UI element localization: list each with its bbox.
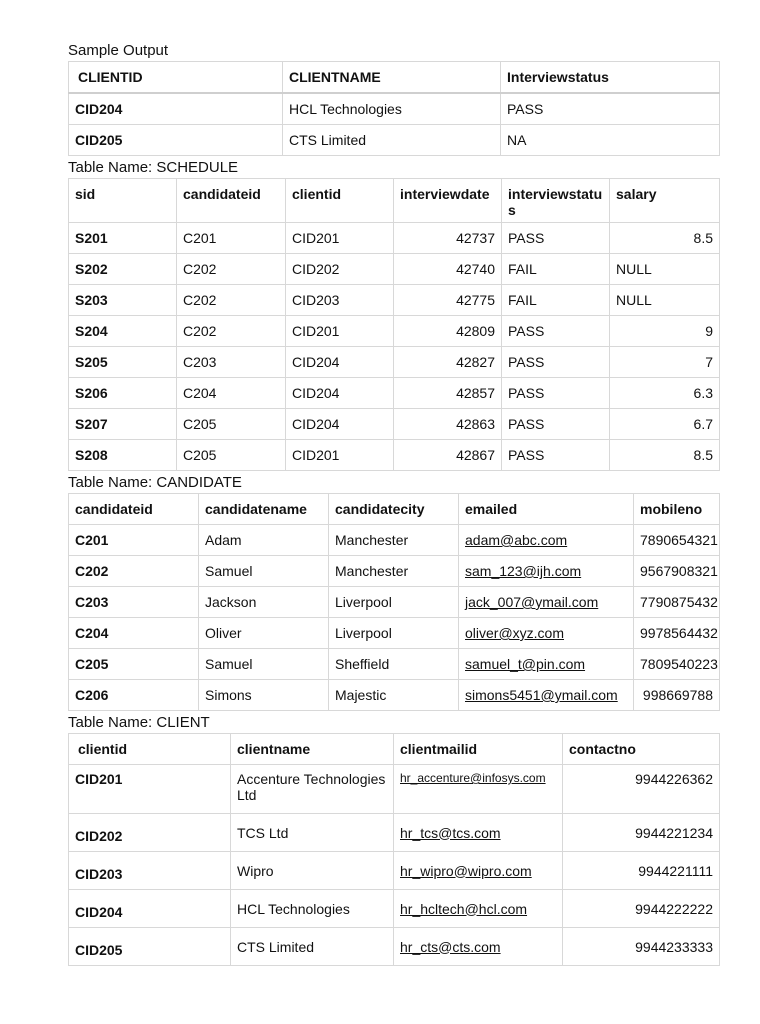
table-cell: PASS bbox=[502, 378, 610, 409]
table-cell: Majestic bbox=[329, 680, 459, 711]
table-cell bbox=[459, 649, 634, 680]
table-cell: FAIL bbox=[502, 254, 610, 285]
table-cell: C202 bbox=[177, 254, 286, 285]
table-cell: C205 bbox=[69, 649, 199, 680]
table-row bbox=[69, 93, 720, 125]
email-link[interactable]: hr_accenture@infosys.com bbox=[400, 771, 546, 785]
table-cell: S208 bbox=[69, 440, 177, 471]
table-cell: Samuel bbox=[199, 649, 329, 680]
table-cell: CID201 bbox=[286, 440, 394, 471]
table-cell: 7890654321 bbox=[634, 525, 720, 556]
table-cell: C203 bbox=[177, 347, 286, 378]
client-table bbox=[68, 733, 720, 966]
client-rows bbox=[69, 765, 720, 966]
table-cell: S202 bbox=[69, 254, 177, 285]
table-row bbox=[69, 223, 720, 254]
table-cell: C205 bbox=[177, 409, 286, 440]
table-cell: 9944233333 bbox=[563, 928, 720, 966]
email-link[interactable]: hr_tcs@tcs.com bbox=[400, 824, 501, 841]
table-cell: 9944226362 bbox=[563, 765, 720, 814]
table-cell: PASS bbox=[502, 440, 610, 471]
table-cell: S203 bbox=[69, 285, 177, 316]
table-cell: 42809 bbox=[394, 316, 502, 347]
column-header: candidatecity bbox=[329, 494, 459, 525]
email-link[interactable]: sam_123@ijh.com bbox=[465, 563, 582, 579]
table-cell: 8.5 bbox=[610, 440, 720, 471]
table-cell: CID204 bbox=[69, 890, 231, 928]
table-cell: C204 bbox=[69, 618, 199, 649]
table-cell: 998669788 bbox=[634, 680, 720, 711]
table-cell: 9978564432 bbox=[634, 618, 720, 649]
table-cell bbox=[394, 852, 563, 890]
table-cell: C203 bbox=[69, 587, 199, 618]
table-cell: 42775 bbox=[394, 285, 502, 316]
table-cell: C201 bbox=[177, 223, 286, 254]
table-row bbox=[69, 890, 720, 928]
table-cell: TCS Ltd bbox=[231, 814, 394, 852]
table-cell: PASS bbox=[502, 347, 610, 378]
table-cell: Samuel bbox=[199, 556, 329, 587]
schedule-table bbox=[68, 178, 720, 471]
table-cell bbox=[459, 618, 634, 649]
table-cell bbox=[394, 928, 563, 966]
table-cell: CID205 bbox=[69, 928, 231, 966]
email-link[interactable]: samuel_t@pin.com bbox=[465, 656, 586, 672]
table-cell: Oliver bbox=[199, 618, 329, 649]
table-cell: C202 bbox=[69, 556, 199, 587]
table-cell bbox=[394, 765, 563, 814]
table-cell: Liverpool bbox=[329, 587, 459, 618]
table-cell: C205 bbox=[177, 440, 286, 471]
table-cell bbox=[394, 814, 563, 852]
column-header: interviewstatus bbox=[502, 179, 610, 223]
table-row bbox=[69, 814, 720, 852]
table-row bbox=[69, 254, 720, 285]
table-cell: S201 bbox=[69, 223, 177, 254]
column-header: candidatename bbox=[199, 494, 329, 525]
table-cell: CID204 bbox=[69, 93, 283, 125]
table-cell: Wipro bbox=[231, 852, 394, 890]
table-row bbox=[69, 378, 720, 409]
column-header: clientname bbox=[231, 734, 394, 765]
table-cell: Sheffield bbox=[329, 649, 459, 680]
table-cell: S205 bbox=[69, 347, 177, 378]
table-row bbox=[69, 409, 720, 440]
table-cell: CID203 bbox=[69, 852, 231, 890]
column-header: clientid bbox=[286, 179, 394, 223]
sample-output-table bbox=[68, 61, 720, 156]
table-row bbox=[69, 556, 720, 587]
email-link[interactable]: hr_cts@cts.com bbox=[400, 938, 501, 955]
table-cell: CID204 bbox=[286, 409, 394, 440]
table-cell bbox=[459, 587, 634, 618]
table-cell: 8.5 bbox=[610, 223, 720, 254]
table-row bbox=[69, 852, 720, 890]
table-cell: NA bbox=[501, 125, 720, 156]
table-cell: 42737 bbox=[394, 223, 502, 254]
table-cell: CID201 bbox=[286, 316, 394, 347]
email-link[interactable]: simons5451@ymail.com bbox=[465, 687, 618, 703]
table-cell: Jackson bbox=[199, 587, 329, 618]
table-row bbox=[69, 618, 720, 649]
table-cell: Simons bbox=[199, 680, 329, 711]
client-caption: Table Name: CLIENT bbox=[68, 714, 210, 731]
column-header: Interviewstatus bbox=[501, 62, 720, 94]
email-link[interactable]: adam@abc.com bbox=[465, 532, 568, 548]
email-link[interactable]: hr_hcltech@hcl.com bbox=[400, 900, 528, 917]
table-cell: C202 bbox=[177, 316, 286, 347]
email-link[interactable]: oliver@xyz.com bbox=[465, 625, 565, 641]
table-header-row bbox=[69, 179, 720, 223]
column-header: candidateid bbox=[69, 494, 199, 525]
table-cell bbox=[394, 890, 563, 928]
table-cell: 42827 bbox=[394, 347, 502, 378]
candidate-rows bbox=[69, 525, 720, 711]
table-cell: PASS bbox=[502, 223, 610, 254]
table-cell: CID201 bbox=[286, 223, 394, 254]
column-header: CLIENTNAME bbox=[283, 62, 501, 94]
table-cell: FAIL bbox=[502, 285, 610, 316]
table-cell: 9944221234 bbox=[563, 814, 720, 852]
table-cell: NULL bbox=[610, 285, 720, 316]
table-cell: C201 bbox=[69, 525, 199, 556]
schedule-rows bbox=[69, 223, 720, 471]
table-cell: PASS bbox=[501, 93, 720, 125]
table-row bbox=[69, 587, 720, 618]
table-row bbox=[69, 928, 720, 966]
table-cell: CID204 bbox=[286, 378, 394, 409]
table-cell bbox=[459, 680, 634, 711]
column-header: emailed bbox=[459, 494, 634, 525]
table-row bbox=[69, 680, 720, 711]
table-cell: 9944222222 bbox=[563, 890, 720, 928]
column-header: clientmailid bbox=[394, 734, 563, 765]
table-cell: CID203 bbox=[286, 285, 394, 316]
table-cell: CID204 bbox=[286, 347, 394, 378]
table-row bbox=[69, 765, 720, 814]
table-row bbox=[69, 347, 720, 378]
table-cell: 9 bbox=[610, 316, 720, 347]
table-header-row bbox=[69, 494, 720, 525]
table-header-row bbox=[69, 734, 720, 765]
table-cell: Liverpool bbox=[329, 618, 459, 649]
column-header: CLIENTID bbox=[69, 62, 283, 94]
table-cell: 7790875432 bbox=[634, 587, 720, 618]
candidate-caption: Table Name: CANDIDATE bbox=[68, 474, 242, 491]
table-row bbox=[69, 649, 720, 680]
table-row bbox=[69, 440, 720, 471]
table-header-row bbox=[69, 62, 720, 94]
column-header: sid bbox=[69, 179, 177, 223]
table-cell: PASS bbox=[502, 316, 610, 347]
column-header: contactno bbox=[563, 734, 720, 765]
table-cell: Adam bbox=[199, 525, 329, 556]
table-cell: 7 bbox=[610, 347, 720, 378]
email-link[interactable]: jack_007@ymail.com bbox=[465, 594, 599, 610]
table-cell: CID201 bbox=[69, 765, 231, 814]
table-cell: CID202 bbox=[69, 814, 231, 852]
table-cell: 9567908321 bbox=[634, 556, 720, 587]
table-cell: CTS Limited bbox=[231, 928, 394, 966]
table-cell: 42867 bbox=[394, 440, 502, 471]
table-cell: C204 bbox=[177, 378, 286, 409]
table-cell: S206 bbox=[69, 378, 177, 409]
table-cell: C206 bbox=[69, 680, 199, 711]
table-row bbox=[69, 316, 720, 347]
table-cell: Manchester bbox=[329, 556, 459, 587]
table-cell: C202 bbox=[177, 285, 286, 316]
table-cell: Accenture Technologies Ltd bbox=[231, 765, 394, 814]
table-cell: PASS bbox=[502, 409, 610, 440]
document-page bbox=[68, 40, 719, 966]
table-cell: 42863 bbox=[394, 409, 502, 440]
table-cell: CTS Limited bbox=[283, 125, 501, 156]
column-header: mobileno bbox=[634, 494, 720, 525]
column-header: clientid bbox=[69, 734, 231, 765]
table-cell: 7809540223 bbox=[634, 649, 720, 680]
table-cell: HCL Technologies bbox=[283, 93, 501, 125]
table-cell: 42857 bbox=[394, 378, 502, 409]
table-cell: HCL Technologies bbox=[231, 890, 394, 928]
table-cell: Manchester bbox=[329, 525, 459, 556]
email-link[interactable]: hr_wipro@wipro.com bbox=[400, 862, 532, 879]
column-header: candidateid bbox=[177, 179, 286, 223]
column-header: interviewdate bbox=[394, 179, 502, 223]
table-cell: S204 bbox=[69, 316, 177, 347]
sample-output-caption: Sample Output bbox=[68, 42, 169, 59]
table-cell: CID205 bbox=[69, 125, 283, 156]
table-cell: NULL bbox=[610, 254, 720, 285]
table-cell: CID202 bbox=[286, 254, 394, 285]
column-header: salary bbox=[610, 179, 720, 223]
table-row bbox=[69, 285, 720, 316]
table-cell: 6.7 bbox=[610, 409, 720, 440]
table-cell bbox=[459, 525, 634, 556]
candidate-table bbox=[68, 493, 720, 711]
table-row bbox=[69, 125, 720, 156]
table-row bbox=[69, 525, 720, 556]
schedule-caption: Table Name: SCHEDULE bbox=[68, 159, 239, 176]
table-cell: 9944221111 bbox=[563, 852, 720, 890]
table-cell: S207 bbox=[69, 409, 177, 440]
table-cell bbox=[459, 556, 634, 587]
table-cell: 6.3 bbox=[610, 378, 720, 409]
table-cell: 42740 bbox=[394, 254, 502, 285]
